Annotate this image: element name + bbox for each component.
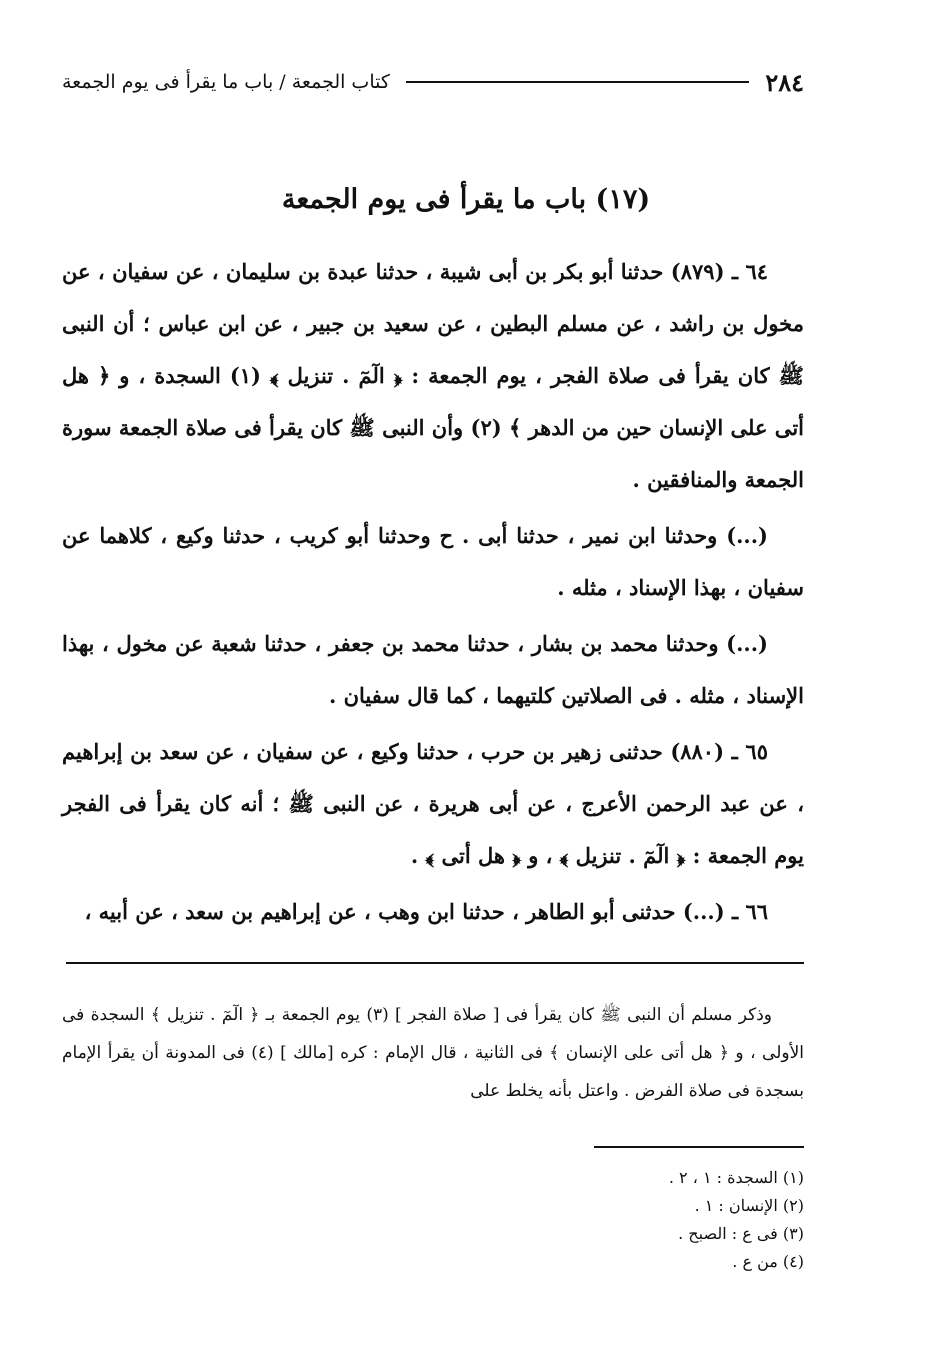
commentary-paragraph: وذكر مسلم أن النبى ﷺ كان يقرأ فى [ صلاة الفجر ] (٣) يوم الجمعة بـ ﴿ الٓمٓ . تنزيل ﴾ السجدة فى الأولى ، و ﴿ هل أتى على الإنسان ﴾ فى الثانية ، قال الإمام : كره [مالك ] (٤) فى المدونة أن يقرأ الإمام بسجدة فى صلاة الفرض . واعتل بأنه يخلط على [62,1005,804,1101]
hadith-paragraph: ٦٦ ـ (...) حدثنى أبو الطاهر ، حدثنا ابن وهب ، عن إبراهيم بن سعد ، عن أبيه ، [84,899,768,924]
running-header [62,62,804,102]
hadith-paragraph: ٦٤ ـ (٨٧٩) حدثنا أبو بكر بن أبى شيبة ، حدثنا عبدة بن سليمان ، عن سفيان ، عن مخول بن راشد ، عن مسلم البطين ، عن سعيد بن جبير ، عن ابن عباس ؛ أن النبى ﷺ كان يقرأ فى صلاة الفجر ، يوم الجمعة : ﴿ الٓمٓ . تنزيل ﴾ (١) السجدة ، و ﴿ هل أتى على الإنسان حين من الدهر ﴾ (٢) وأن النبى ﷺ كان يقرأ فى صلاة الجمعة سورة الجمعة والمنافقين . [62,259,804,492]
footnote: (١) السجدة : ١ ، ٢ . [668,1168,804,1187]
footnotes [404,1164,804,1276]
hadith-text [62,246,804,942]
commentary [62,996,804,1110]
header-rule [406,81,749,83]
footnote: (٣) فى ع : الصبح . [678,1224,804,1243]
page-number: ٢٨٤ [765,67,804,97]
hadith-paragraph: ٦٥ ـ (٨٨٠) حدثنى زهير بن حرب ، حدثنا وكيع ، عن سفيان ، عن سعد بن إبراهيم ، عن عبد الرحمن الأعرج ، عن أبى هريرة ، عن النبى ﷺ ؛ أنه كان يقرأ فى الفجر يوم الجمعة : ﴿ الٓمٓ . تنزيل ﴾ ، و ﴿ هل أتى ﴾ . [62,739,804,868]
footnote: (٤) من ع . [732,1252,804,1271]
hadith-paragraph: (...) وحدثنا ابن نمير ، حدثنا أبى . ح وحدثنا أبو كريب ، حدثنا وكيع ، كلاهما عن سفيان ، بهذا الإسناد ، مثله . [62,523,804,600]
hadith-paragraph: (...) وحدثنا محمد بن بشار ، حدثنا محمد بن جعفر ، حدثنا شعبة عن مخول ، بهذا الإسناد ، مثله . فى الصلاتين كلتيهما ، كما قال سفيان . [62,631,804,708]
section-divider [66,962,804,964]
chapter-title: (١٧) باب ما يقرأ فى يوم الجمعة [281,184,651,215]
running-title: كتاب الجمعة / باب ما يقرأ فى يوم الجمعة [62,71,390,93]
footnote: (٢) الإنسان : ١ . [694,1196,804,1215]
footnote-divider [594,1146,804,1148]
